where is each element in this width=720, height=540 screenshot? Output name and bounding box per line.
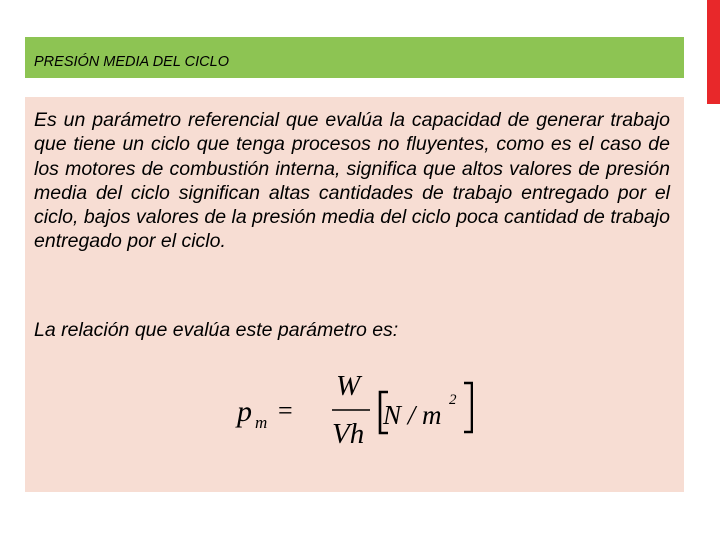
accent-bar [707, 0, 720, 104]
formula-intro-paragraph: La relación que evalúa este parámetro es: [34, 319, 399, 341]
right-bracket [464, 383, 472, 432]
formula-lhs-subscript: m [255, 413, 268, 432]
slide-title: PRESIÓN MEDIA DEL CICLO [34, 54, 229, 70]
formula-units-exponent: 2 [449, 392, 457, 408]
formula-units: N / m [383, 400, 442, 430]
content-box [25, 97, 684, 492]
formula-denominator: Vh [332, 418, 365, 450]
formula-lhs-symbol: p [237, 395, 252, 428]
formula-equals: = [278, 396, 293, 425]
formula-numerator: W [336, 371, 361, 402]
body-paragraph: Es un parámetro referencial que evalúa la capacidad de generar trabajo que tiene un ciclo que tenga procesos no fluyentes, como es el caso de los motores de combustión interna, significa que altos valores de presión media del ciclo significan altas cantidades de trabajo entregado por el ciclo, bajos valores de la presión media del ciclo poca cantidad de trabajo entregado por el ciclo. [34, 109, 670, 253]
title-bar [25, 37, 684, 78]
formula [233, 371, 473, 451]
